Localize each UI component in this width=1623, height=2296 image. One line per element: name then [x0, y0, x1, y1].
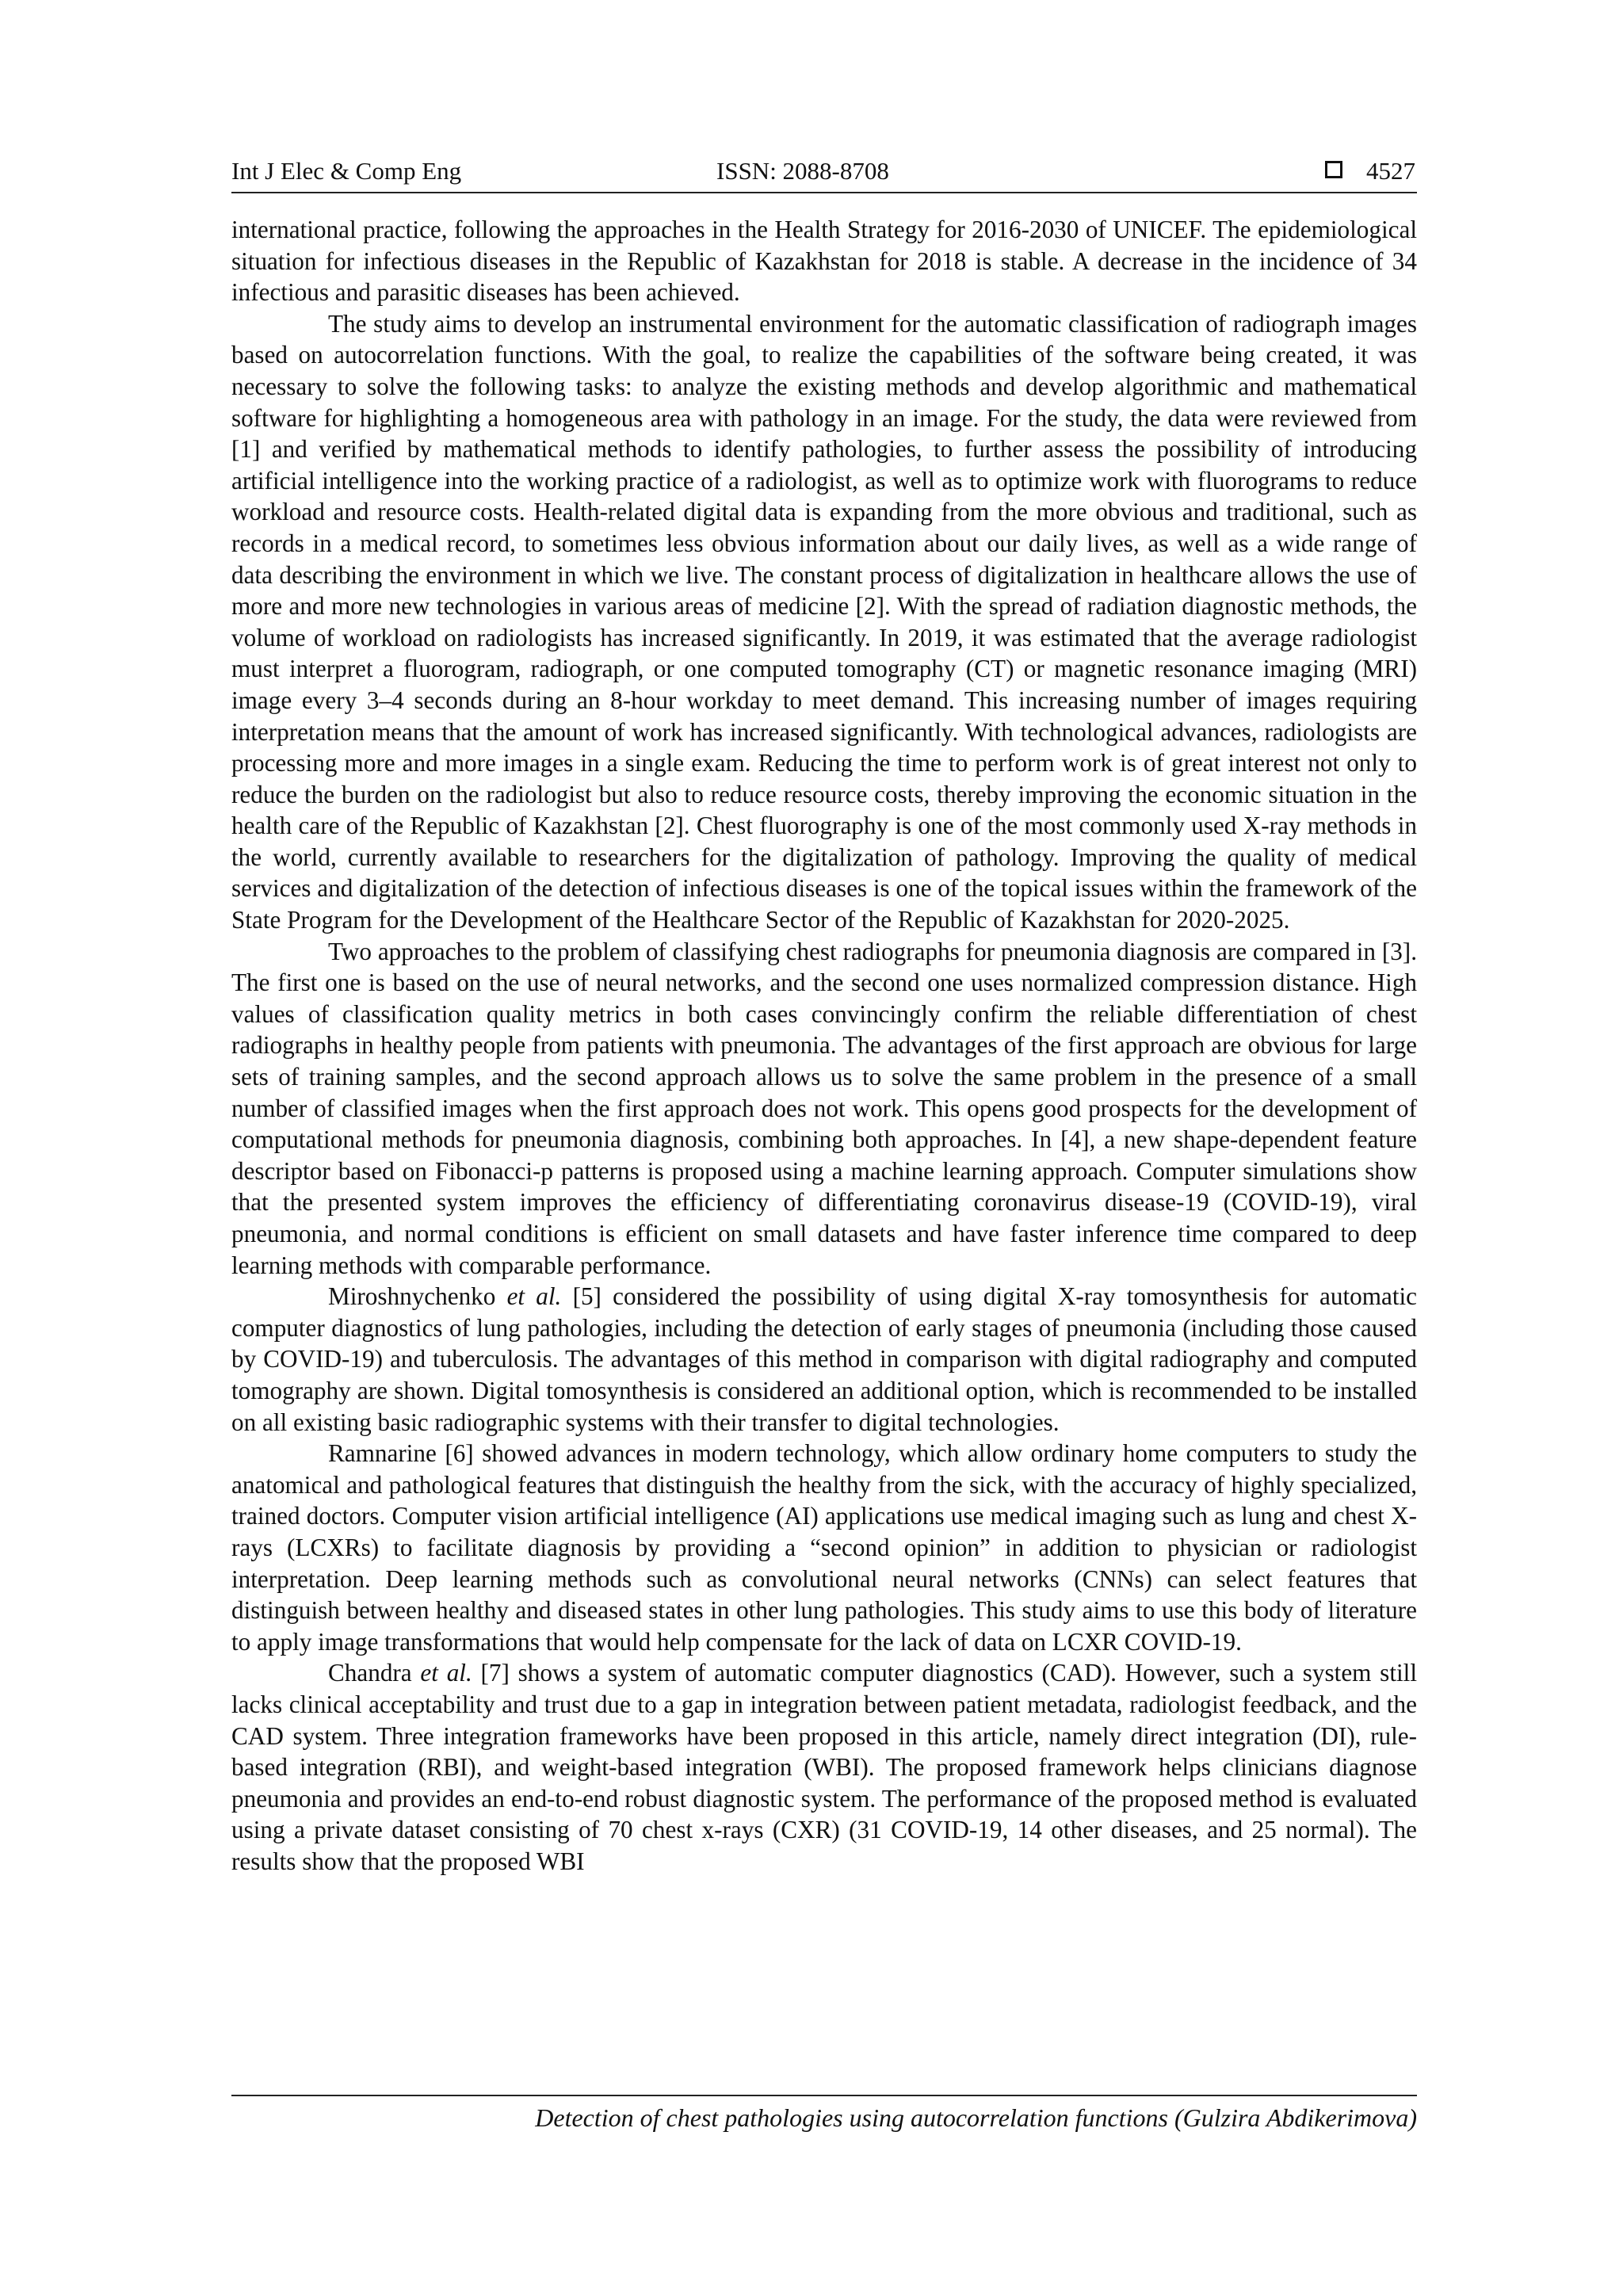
paragraph-text: Miroshnychenko	[328, 1282, 507, 1311]
body-paragraph	[231, 214, 1417, 308]
paragraph-text: Chandra	[328, 1659, 421, 1687]
journal-name: Int J Elec & Comp Eng	[231, 157, 462, 185]
italic-text: et al.	[420, 1659, 472, 1687]
paragraph-text: [7] shows a system of automatic computer diagnostics (CAD). However, such a system still lacks clinical acceptability and trust due to a gap in integration between patient metadata, radiologist feedback, and the CAD system. Three integration frameworks have been proposed in this article, namely direct integration (DI), rule-based integration (RBI), and weight-based integration (WBI). The proposed framework helps clinicians diagnose pneumonia and provides an end-to-end robust diagnostic system. The performance of the proposed method is evaluated using a private dataset consisting of 70 chest x-rays (CXR) (31 COVID-19, 14 other diseases, and 25 normal). The results show that the proposed WBI	[231, 1659, 1417, 1875]
paragraph-text: [5] considered the possibility of using digital X-ray tomosynthesis for automatic computer diagnostics of lung pathologies, including the detection of early stages of pneumonia (including those caused by COVID-19) and tuberculosis. The advantages of this method in comparison with digital radiography and computed tomography are shown. Digital tomosynthesis is considered an additional option, which is recommended to be installed on all existing basic radiographic systems with their transfer to digital technologies.	[231, 1282, 1417, 1436]
italic-text: et al.	[506, 1282, 562, 1311]
paragraph-text: international practice, following the approaches in the Health Strategy for 2016-2030 of UNICEF. The epidemiological situation for infectious diseases in the Republic of Kazakhstan for 2018 is stable. A decrease in the incidence of 34 infectious and parasitic diseases has been achieved.	[231, 216, 1417, 307]
page-header	[231, 155, 1417, 193]
body-paragraph	[231, 1438, 1417, 1657]
body-paragraph	[231, 308, 1417, 936]
body-paragraph	[231, 1281, 1417, 1438]
body-paragraph	[231, 936, 1417, 1282]
paragraph-text: The study aims to develop an instrumental environment for the automatic classification of radiograph images based on autocorrelation functions. With the goal, to realize the capabilities of the software being created, it was necessary to solve the following tasks: to analyze the existing methods and develop algorithmic and mathematical software for highlighting a homogeneous area with pathology in an image. For the study, the data were reviewed from [1] and verified by mathematical methods to identify pathologies, to further assess the possibility of introducing artificial intelligence into the working practice of a radiologist, as well as to optimize work with fluorograms to reduce workload and resource costs. Health-related digital data is expanding from the more obvious and traditional, such as records in a medical record, to sometimes less obvious information about our daily lives, as well as a wide range of data describing the environment in which we live. The constant process of digitalization in healthcare allows the use of more and more new technologies in various areas of medicine [2]. With the spread of radiation diagnostic methods, the volume of workload on radiologists has increased significantly. In 2019, it was estimated that the average radiologist must interpret a fluorogram, radiograph, or one computed tomography (CT) or magnetic resonance imaging (MRI) image every 3–4 seconds during an 8-hour workday to meet demand. This increasing number of images requiring interpretation means that the amount of work has increased significantly. With technological advances, radiologists are processing more and more images in a single exam. Reducing the time to perform work is of great interest not only to reduce the burden on the radiologist but also to reduce resource costs, thereby improving the economic situation in the health care of the Republic of Kazakhstan [2]. Chest fluorography is one of the most commonly used X-ray methods in the world, currently available to researchers for the digitalization of pathology. Improving the quality of medical services and digitalization of the detection of infectious diseases is one of the topical issues within the framework of the State Program for the Development of the Healthcare Sector of the Republic of Kazakhstan for 2020-2025.	[231, 309, 1417, 934]
page-number: 4527	[1366, 157, 1415, 185]
checkbox-square-icon	[1325, 161, 1342, 178]
issn-label: ISSN: 2088-8708	[716, 157, 889, 185]
body-paragraph	[231, 1657, 1417, 1877]
article-body	[231, 214, 1417, 1877]
footer-divider	[231, 2095, 1417, 2096]
page-footer: Detection of chest pathologies using autocorrelation functions (Gulzira Abdikerimova)	[535, 2103, 1417, 2132]
paragraph-text: Two approaches to the problem of classifying chest radiographs for pneumonia diagnosis are compared in [3]. The first one is based on the use of neural networks, and the second one uses normalized compression distance. High values of classification quality metrics in both cases convincingly confirm the reliable differentiation of chest radiographs in healthy people from patients with pneumonia. The advantages of the first approach are obvious for large sets of training samples, and the second approach allows us to solve the same problem in the presence of a small number of classified images when the first approach does not work. This opens good prospects for the development of computational methods for pneumonia diagnosis, combining both approaches. In [4], a new shape-dependent feature descriptor based on Fibonacci-p patterns is proposed using a machine learning approach. Computer simulations show that the presented system improves the efficiency of differentiating coronavirus disease-19 (COVID-19), viral pneumonia, and normal conditions is efficient on small datasets and have faster inference time compared to deep learning methods with comparable performance.	[231, 937, 1417, 1279]
paragraph-text: Ramnarine [6] showed advances in modern technology, which allow ordinary home computers to study the anatomical and pathological features that distinguish the healthy from the sick, with the accuracy of highly specialized, trained doctors. Computer vision artificial intelligence (AI) applications use medical imaging such as lung and chest X-rays (LCXRs) to facilitate diagnosis by providing a “second opinion” in addition to physician or radiologist interpretation. Deep learning methods such as convolutional neural networks (CNNs) can select features that distinguish between healthy and diseased states in other lung pathologies. This study aims to use this body of literature to apply image transformations that would help compensate for the lack of data on LCXR COVID-19.	[231, 1439, 1417, 1656]
